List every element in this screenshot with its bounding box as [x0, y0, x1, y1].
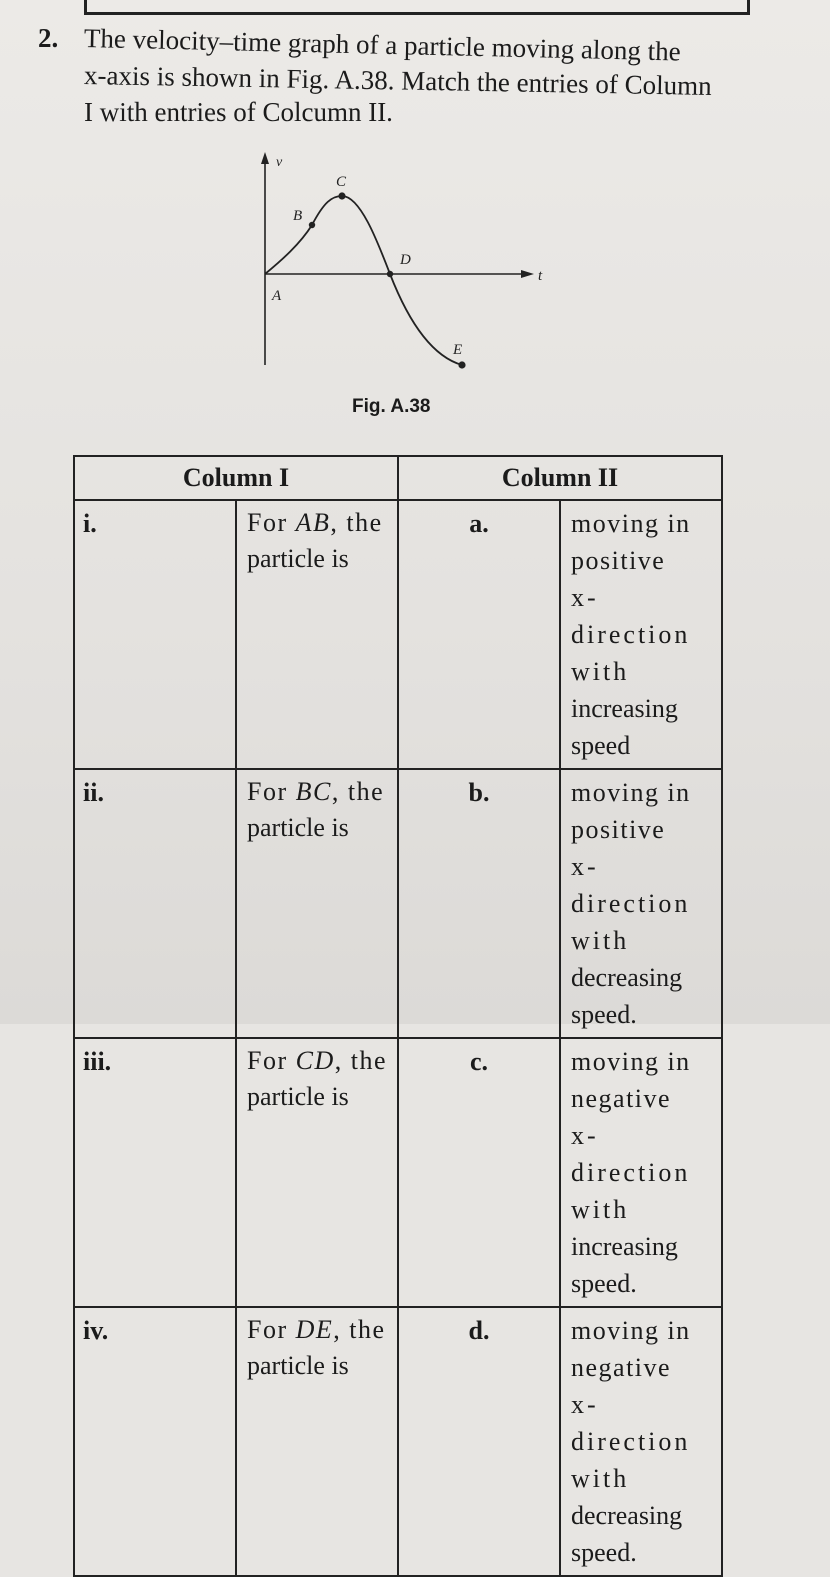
question-number: 2.	[38, 23, 59, 53]
row-letter: d.	[398, 1307, 560, 1576]
point-label-b: B	[293, 208, 303, 224]
desc-line-2: x-direction with	[571, 1121, 691, 1224]
column-2-entry	[560, 1038, 722, 1307]
desc-line-2: x-direction with	[571, 583, 691, 686]
desc-line-2: x-direction with	[571, 1390, 691, 1493]
column-2-entry	[560, 769, 722, 1038]
entry-line-2: particle is	[247, 544, 349, 573]
v-axis-arrow	[261, 152, 269, 164]
table-row	[74, 1038, 722, 1307]
table-row	[74, 1307, 722, 1576]
entry-prefix: For	[247, 508, 296, 537]
desc-line-1: moving in negative	[571, 1047, 691, 1113]
point-label-e: E	[453, 342, 463, 358]
segment-label: CD	[295, 1046, 335, 1075]
entry-line-2: particle is	[247, 1082, 349, 1111]
question-text	[84, 20, 804, 131]
entry-suffix: , the	[333, 1315, 386, 1344]
table-header-row	[74, 456, 722, 500]
column-1-entry	[236, 500, 398, 769]
point-label-d: D	[400, 252, 411, 268]
entry-suffix: , the	[330, 508, 383, 537]
axis-label-t: t	[538, 268, 543, 284]
entry-prefix: For	[247, 1046, 296, 1075]
segment-label: AB	[295, 508, 331, 537]
column-1-entry	[236, 769, 398, 1038]
entry-line-2: particle is	[247, 813, 349, 842]
desc-line-3: decreasing speed.	[571, 963, 683, 1029]
entry-suffix: , the	[334, 1046, 388, 1075]
table-row	[74, 500, 722, 769]
point-b-marker	[309, 222, 315, 228]
entry-prefix: For	[247, 1315, 296, 1344]
desc-line-1: moving in positive	[571, 509, 691, 575]
entry-suffix: , the	[331, 777, 385, 806]
question-line-2: x-axis is shown in Fig. A.38. Match the entries of Column	[83, 60, 712, 101]
row-letter: b.	[398, 769, 560, 1038]
entry-line-2: particle is	[247, 1351, 349, 1380]
header-column-1: Column I	[74, 456, 398, 500]
segment-label: BC	[295, 777, 332, 806]
row-number: iv.	[74, 1307, 236, 1576]
column-1-entry	[236, 1038, 398, 1307]
desc-line-2: x-direction with	[571, 852, 691, 955]
row-number: i.	[74, 500, 236, 769]
desc-line-1: moving in negative	[571, 1316, 691, 1382]
row-number: ii.	[74, 769, 236, 1038]
row-letter: a.	[398, 500, 560, 769]
segment-label: DE	[295, 1315, 334, 1344]
desc-line-3: increasing speed	[571, 694, 678, 760]
desc-line-1: moving in positive	[571, 778, 691, 844]
column-2-entry	[560, 1307, 722, 1576]
header-column-2: Column II	[398, 456, 722, 500]
point-label-a: A	[272, 288, 282, 304]
table-row	[74, 769, 722, 1038]
t-axis-arrow	[521, 270, 534, 278]
point-d-marker	[387, 271, 393, 277]
axis-label-v: v	[276, 155, 283, 170]
row-number: iii.	[74, 1038, 236, 1307]
row-letter: c.	[398, 1038, 560, 1307]
match-table	[73, 455, 723, 1577]
point-c-marker	[338, 192, 345, 199]
desc-line-3: decreasing speed.	[571, 1501, 683, 1567]
previous-box-border	[84, 0, 750, 15]
column-2-entry	[560, 500, 722, 769]
column-1-entry	[236, 1307, 398, 1576]
entry-prefix: For	[247, 777, 296, 806]
question-line-1: The velocity–time graph of a particle moving along the	[83, 23, 682, 67]
desc-line-3: increasing speed.	[571, 1232, 678, 1298]
point-label-c: C	[336, 174, 347, 190]
velocity-time-graph	[232, 150, 552, 390]
figure-caption: Fig. A.38	[352, 396, 431, 417]
point-e-marker	[458, 361, 465, 368]
question-line-3: I with entries of Colcumn II.	[84, 97, 393, 127]
